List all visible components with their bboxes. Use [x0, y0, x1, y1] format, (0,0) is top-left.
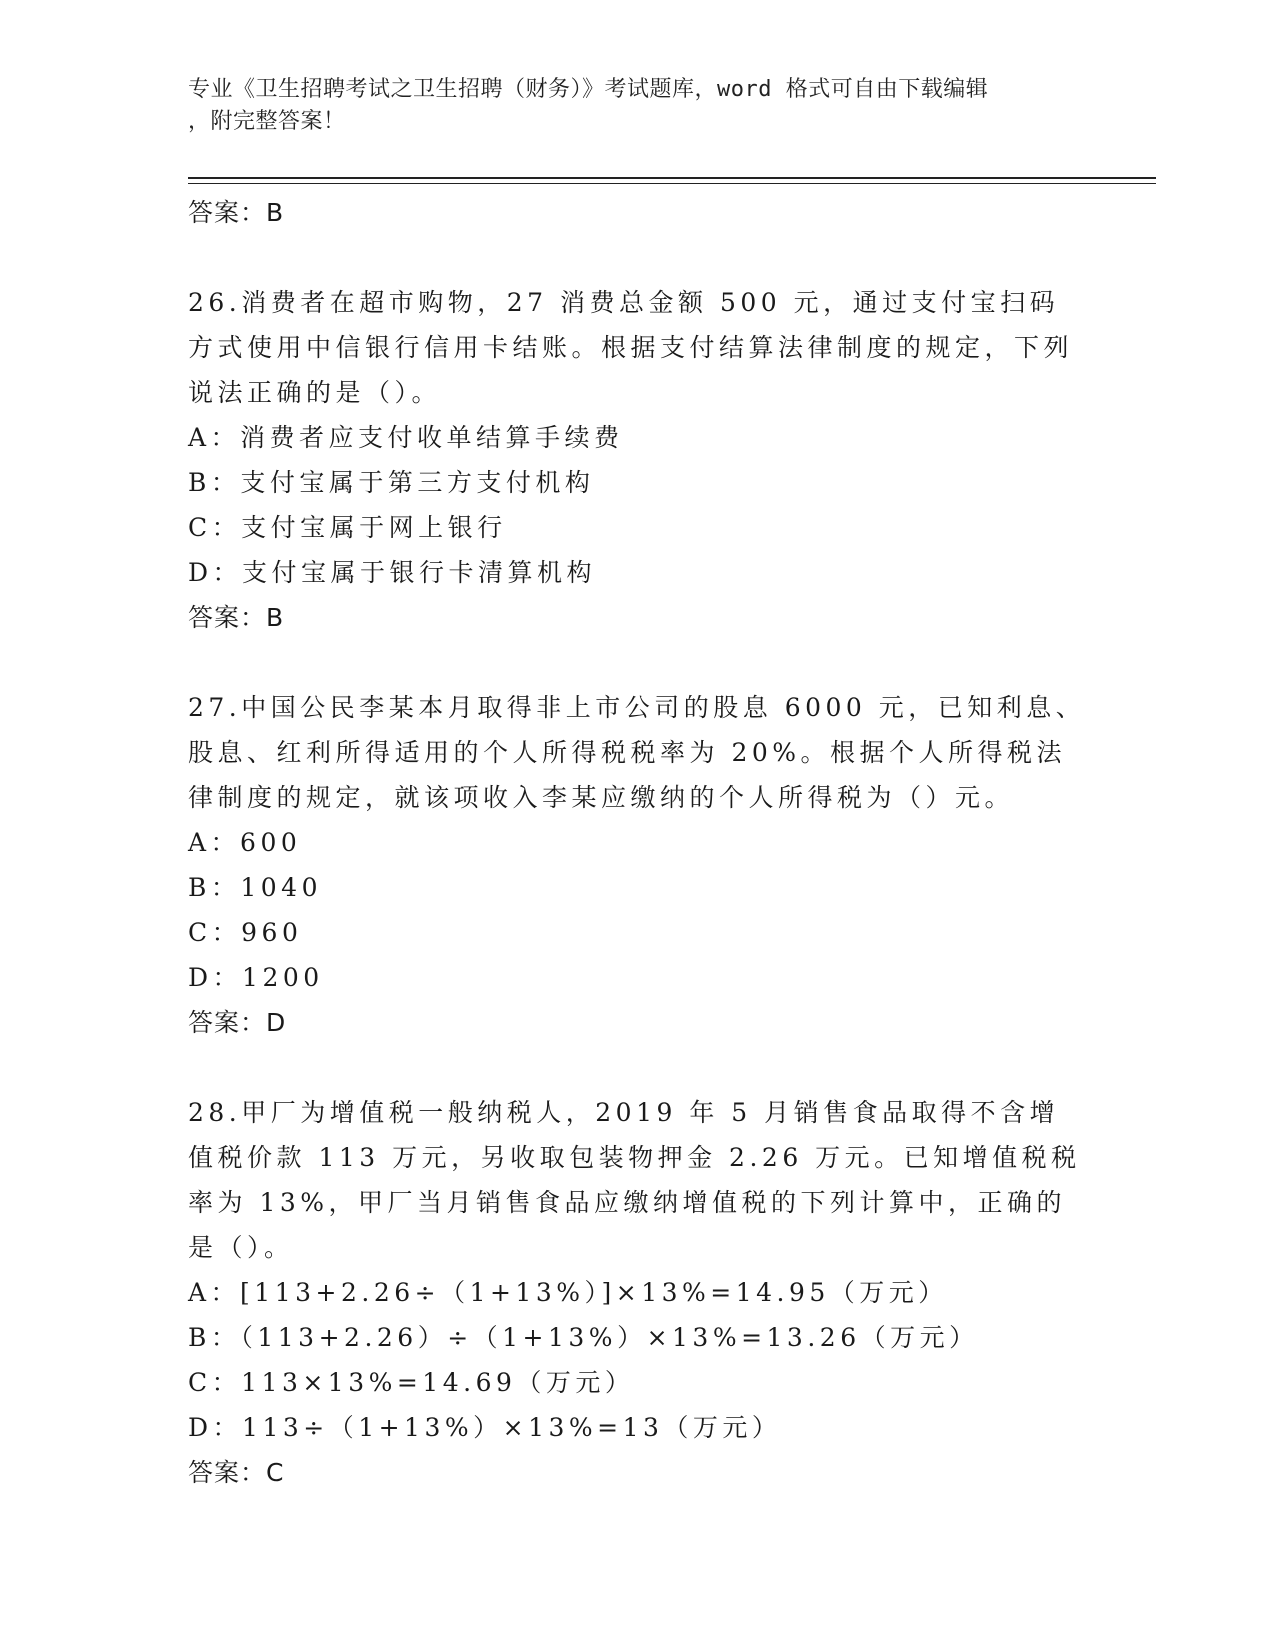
question-27-text: 27.中国公民李某本月取得非上市公司的股息 6000 元，已知利息、股息、红利所得适用的个人所得税税率为 20%。根据个人所得税法律制度的规定，就该项收入李某应缴纳的个人所得税为（）元。	[188, 693, 1086, 812]
question-27-option-c: C：960	[188, 918, 303, 947]
spacer	[188, 235, 1088, 280]
question-26-option-c: C：支付宝属于网上银行	[188, 513, 507, 542]
answer-previous-question: 答案：B	[188, 198, 285, 227]
question-28-option-a: A：[113+2.26÷（1+13%）]×13%=14.95（万元）	[188, 1278, 948, 1307]
question-26-option-b: B：支付宝属于第三方支付机构	[188, 468, 595, 497]
header-divider-thick	[188, 177, 1156, 179]
header-line-2: ，附完整答案！	[188, 109, 346, 134]
question-block-27	[188, 685, 1088, 1045]
spacer	[188, 1045, 1088, 1090]
question-28-answer: 答案：C	[188, 1458, 285, 1487]
question-28-text: 28.甲厂为增值税一般纳税人，2019 年 5 月销售食品取得不含增值税价款 113 万元，另收取包装物押金 2.26 万元。已知增值税税率为 13%，甲厂当月销售食品应缴纳增值税的下列计算中，正确的是（）。	[188, 1098, 1081, 1262]
question-block-26	[188, 280, 1088, 640]
question-26-answer: 答案：B	[188, 603, 285, 632]
question-28-option-b: B：（113+2.26）÷（1+13%）×13%=13.26（万元）	[188, 1323, 979, 1352]
question-block-28	[188, 1090, 1088, 1495]
spacer	[188, 640, 1088, 685]
question-26-option-d: D：支付宝属于银行卡清算机构	[188, 558, 597, 587]
question-26-option-a: A：消费者应支付收单结算手续费	[188, 423, 624, 452]
question-28-option-d: D：113÷（1+13%）×13%=13（万元）	[188, 1413, 782, 1442]
question-27-option-a: A：600	[188, 828, 302, 857]
question-27-option-d: D：1200	[188, 963, 324, 992]
question-28-option-c: C：113×13%=14.69（万元）	[188, 1368, 635, 1397]
header-line-1: 专业《卫生招聘考试之卫生招聘（财务）》考试题库，word 格式可自由下载编辑	[188, 77, 989, 102]
question-26-text: 26.消费者在超市购物，27 消费总金额 500 元，通过支付宝扫码方式使用中信银行信用卡结账。根据支付结算法律制度的规定，下列说法正确的是（）。	[188, 288, 1074, 407]
question-27-option-b: B：1040	[188, 873, 322, 902]
header-divider-thin	[188, 183, 1156, 184]
document-header	[188, 74, 1088, 138]
question-27-answer: 答案：D	[188, 1008, 287, 1037]
document-body	[188, 190, 1088, 1495]
